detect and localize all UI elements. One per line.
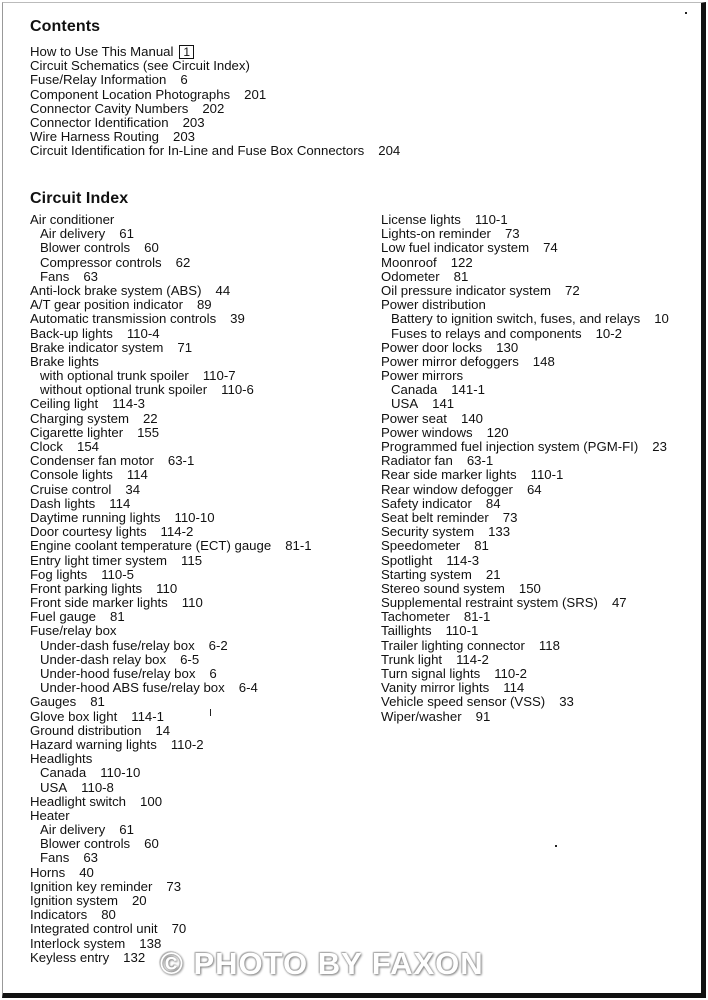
- entry-label: Cruise control: [30, 481, 112, 497]
- entry-label: Anti-lock brake system (ABS): [30, 282, 202, 298]
- entry-page-number: 73: [502, 509, 518, 525]
- index-entry: [381, 298, 669, 312]
- index-entry: [30, 880, 312, 894]
- index-entry: [30, 922, 312, 936]
- entry-page-number: 74: [543, 240, 558, 256]
- entry-page-number: 202: [202, 100, 225, 116]
- entry-label: Component Location Photographs: [30, 86, 231, 102]
- entry-page-number: 114-3: [112, 396, 145, 412]
- entry-page-number: 110-10: [174, 509, 215, 525]
- entry-page-number: 100: [140, 793, 163, 809]
- entry-page-number: 114-3: [446, 552, 480, 568]
- entry-page-number: 23: [652, 439, 667, 454]
- index-entry: [381, 213, 669, 227]
- index-entry: [30, 327, 312, 341]
- index-entry: [381, 695, 669, 709]
- contents-entry: [30, 116, 400, 130]
- index-entry: [30, 511, 312, 525]
- entry-page-number: 21: [485, 566, 501, 582]
- entry-label: Low fuel indicator system: [381, 240, 530, 256]
- entry-page-number: 6: [180, 72, 188, 88]
- entry-label: Ignition system: [30, 893, 118, 908]
- entry-page-number: 133: [488, 524, 511, 540]
- index-entry: [381, 312, 669, 326]
- index-entry: [30, 908, 312, 922]
- entry-page-number: 73: [504, 226, 520, 242]
- contents-entry: [30, 73, 400, 87]
- entry-page-number: 84: [485, 495, 501, 511]
- entry-page-number: 91: [475, 708, 491, 724]
- index-entry: [30, 554, 312, 568]
- entry-label: Keyless entry: [30, 949, 110, 965]
- index-entry: [30, 610, 312, 624]
- entry-label: Vehicle speed sensor (VSS): [381, 694, 546, 710]
- index-entry: [30, 483, 312, 497]
- entry-page-number: 155: [137, 424, 160, 440]
- entry-label: Power windows: [381, 424, 473, 440]
- entry-label: Power door locks: [381, 339, 483, 355]
- entry-page-number: 61: [119, 822, 134, 838]
- entry-page-number: 6-4: [238, 680, 258, 696]
- index-entry: [30, 256, 312, 270]
- entry-page-number: 6: [209, 666, 217, 681]
- entry-label: Circuit Identification for In-Line and Fuse Box Connectors: [30, 143, 365, 159]
- entry-label: Power mirror defoggers: [381, 353, 519, 369]
- entry-label: Charging system: [30, 410, 129, 426]
- contents-heading: Contents: [30, 18, 101, 35]
- entry-label: Rear window defogger: [381, 481, 513, 497]
- entry-label: Front parking lights: [30, 580, 143, 596]
- index-entry: [30, 383, 312, 397]
- entry-label: Air conditioner: [30, 212, 115, 227]
- entry-label: without optional trunk spoiler: [40, 382, 208, 398]
- entry-label: Vanity mirror lights: [381, 680, 490, 696]
- entry-page-number: 141-1: [451, 382, 485, 398]
- entry-label: Air delivery: [40, 226, 106, 242]
- entry-label: Ignition key reminder: [30, 878, 153, 894]
- index-entry: [381, 539, 669, 553]
- entry-page-number: 22: [142, 410, 158, 426]
- entry-label: Ceiling light: [30, 396, 99, 412]
- entry-page-number: 64: [526, 481, 542, 497]
- contents-entry: [30, 144, 400, 158]
- index-entry: [381, 327, 669, 341]
- entry-page-number: 110-10: [100, 765, 141, 781]
- contents-entry: [30, 59, 400, 73]
- index-entry: [30, 284, 312, 298]
- scan-speck: [555, 845, 557, 847]
- entry-label: Dash lights: [30, 495, 96, 511]
- index-entry: [381, 610, 669, 624]
- entry-label: Glove box light: [30, 708, 118, 724]
- entry-page-number: 33: [559, 694, 574, 710]
- index-entry: [381, 426, 669, 440]
- index-entry: [381, 412, 669, 426]
- entry-label: Rear side marker lights: [381, 467, 517, 483]
- entry-label: Connector Identification: [30, 114, 169, 130]
- index-entry: [381, 383, 669, 397]
- index-entry: [30, 227, 312, 241]
- entry-label: Battery to ignition switch, fuses, and relays: [391, 311, 641, 327]
- index-entry: [30, 525, 312, 539]
- index-entry: [30, 681, 312, 695]
- entry-page-number: 114-2: [160, 524, 194, 540]
- index-entry: [30, 468, 312, 482]
- entry-page-number: 150: [518, 580, 541, 596]
- index-entry: [381, 568, 669, 582]
- index-entry: [381, 525, 669, 539]
- entry-page-number: 110-2: [494, 666, 527, 681]
- entry-page-number: 71: [177, 339, 193, 355]
- index-entry: [381, 483, 669, 497]
- entry-label: Trailer lighting connector: [381, 637, 525, 653]
- entry-label: Interlock system: [30, 935, 126, 951]
- entry-label: Engine coolant temperature (ECT) gauge: [30, 538, 272, 554]
- index-entry: [30, 724, 312, 738]
- entry-page-number: 70: [171, 921, 187, 937]
- entry-page-number: 110-4: [126, 325, 160, 341]
- entry-page-number: 81-1: [285, 538, 312, 554]
- index-entry: [30, 795, 312, 809]
- entry-page-number: 40: [79, 864, 94, 880]
- entry-label: Blower controls: [40, 836, 131, 852]
- entry-page-number: 118: [538, 637, 560, 653]
- entry-page-number: 63: [83, 850, 98, 866]
- index-entry: [30, 397, 312, 411]
- entry-page-number: 110-5: [101, 566, 134, 582]
- entry-label: Door courtesy lights: [30, 524, 147, 540]
- entry-page-number: 110-7: [202, 368, 236, 384]
- index-entry: [30, 412, 312, 426]
- entry-page-number: 140: [460, 410, 483, 426]
- index-entry: [30, 639, 312, 653]
- entry-page-number: 47: [611, 595, 627, 611]
- index-entry: [381, 554, 669, 568]
- entry-label: Integrated control unit: [30, 921, 158, 937]
- entry-label: Entry light timer system: [30, 552, 168, 568]
- entry-label: Canada: [40, 765, 87, 781]
- entry-label: Gauges: [30, 694, 77, 710]
- entry-page-number: 89: [196, 297, 212, 313]
- entry-page-number: 6-2: [208, 637, 228, 653]
- entry-page-number: 81-1: [463, 609, 491, 625]
- entry-label: Radiator fan: [381, 453, 453, 469]
- index-entry: [381, 681, 669, 695]
- entry-page-number: 110-6: [221, 382, 254, 398]
- entry-label: Safety indicator: [381, 495, 472, 511]
- index-entry: [381, 284, 669, 298]
- entry-label: Horns: [30, 864, 66, 880]
- entry-label: Headlight switch: [30, 793, 127, 809]
- contents-list: [30, 45, 400, 159]
- entry-label: Fans: [40, 268, 70, 284]
- entry-page-number: 138: [139, 935, 162, 951]
- entry-label: Condenser fan motor: [30, 453, 154, 469]
- entry-page-number: 110-1: [445, 623, 479, 639]
- index-entry: [30, 440, 312, 454]
- entry-label: Trunk light: [381, 651, 443, 667]
- index-entry: [30, 539, 312, 553]
- entry-page-number: 122: [450, 254, 473, 270]
- entry-label: A/T gear position indicator: [30, 297, 183, 313]
- entry-label: Fans: [40, 850, 70, 866]
- entry-page-number: 72: [565, 282, 580, 298]
- entry-label: Brake indicator system: [30, 339, 164, 355]
- entry-page-number: 1: [179, 45, 194, 59]
- entry-label: Odometer: [381, 268, 440, 284]
- entry-page-number: 63-1: [167, 453, 195, 469]
- index-entry: [381, 653, 669, 667]
- entry-label: Fog lights: [30, 566, 88, 582]
- entry-label: Fuse/relay box: [30, 623, 117, 639]
- entry-label: Programmed fuel injection system (PGM-FI): [381, 439, 639, 454]
- entry-page-number: 81: [90, 694, 105, 710]
- entry-label: Air delivery: [40, 822, 106, 838]
- entry-label: Power seat: [381, 410, 447, 426]
- watermark: © PHOTO BY FAXON: [160, 946, 484, 981]
- index-entry: [30, 710, 312, 724]
- entry-page-number: 110-2: [170, 736, 204, 752]
- index-entry: [30, 752, 312, 766]
- entry-page-number: 141: [432, 396, 455, 412]
- entry-page-number: 81: [474, 538, 489, 554]
- entry-label: Seat belt reminder: [381, 509, 489, 525]
- index-entry: [381, 624, 669, 638]
- entry-label: USA: [391, 396, 419, 412]
- entry-page-number: 115: [181, 552, 203, 568]
- entry-page-number: 203: [182, 114, 205, 130]
- entry-label: Taillights: [381, 623, 432, 639]
- entry-label: Console lights: [30, 467, 113, 483]
- entry-page-number: 60: [144, 240, 159, 256]
- entry-page-number: 63: [83, 268, 98, 284]
- entry-label: License lights: [381, 212, 461, 227]
- index-entry: [30, 568, 312, 582]
- index-entry: [381, 227, 669, 241]
- entry-label: Security system: [381, 524, 475, 540]
- entry-page-number: 110: [181, 595, 203, 611]
- contents-entry: [30, 130, 400, 144]
- contents-entry: [30, 88, 400, 102]
- index-entry: [30, 866, 312, 880]
- entry-page-number: 114: [503, 680, 525, 696]
- entry-label: Automatic transmission controls: [30, 311, 217, 327]
- index-entry: [30, 213, 312, 227]
- entry-label: Daytime running lights: [30, 509, 161, 525]
- entry-label: Hazard warning lights: [30, 736, 157, 752]
- entry-label: Cigarette lighter: [30, 424, 124, 440]
- entry-label: Under-hood ABS fuse/relay box: [40, 680, 225, 696]
- index-entry: [381, 241, 669, 255]
- entry-label: Power distribution: [381, 297, 486, 313]
- index-entry: [30, 582, 312, 596]
- index-entry: [30, 369, 312, 383]
- index-entry: [30, 241, 312, 255]
- index-entry: [30, 596, 312, 610]
- index-entry: [381, 639, 669, 653]
- entry-page-number: 39: [230, 311, 245, 327]
- index-entry: [381, 256, 669, 270]
- index-entry: [381, 468, 669, 482]
- circuit-index-heading: Circuit Index: [30, 190, 129, 207]
- entry-label: Compressor controls: [40, 254, 162, 270]
- entry-label: Moonroof: [381, 254, 437, 270]
- index-entry: [30, 270, 312, 284]
- index-entry: [30, 781, 312, 795]
- entry-page-number: 62: [175, 254, 191, 270]
- entry-page-number: 114-1: [131, 708, 164, 724]
- index-entry: [30, 738, 312, 752]
- entry-page-number: 60: [144, 836, 159, 852]
- index-entry: [381, 341, 669, 355]
- entry-page-number: 80: [101, 907, 116, 923]
- entry-page-number: 81: [110, 609, 125, 625]
- entry-label: Back-up lights: [30, 325, 113, 341]
- entry-label: Wiper/washer: [381, 708, 462, 724]
- index-entry: [30, 355, 312, 369]
- entry-label: Under-dash fuse/relay box: [40, 637, 195, 653]
- entry-label: Blower controls: [40, 240, 131, 256]
- entry-page-number: 10-2: [595, 325, 622, 341]
- entry-page-number: 148: [532, 353, 555, 369]
- entry-label: How to Use This Manual: [30, 44, 174, 59]
- index-entry: [30, 426, 312, 440]
- index-entry: [381, 596, 669, 610]
- entry-label: Clock: [30, 439, 63, 454]
- entry-label: Heater: [30, 807, 70, 823]
- index-entry: [30, 454, 312, 468]
- index-entry: [30, 653, 312, 667]
- index-entry: [381, 369, 669, 383]
- entry-label: Spotlight: [381, 552, 433, 568]
- index-entry: [30, 298, 312, 312]
- index-entry: [30, 837, 312, 851]
- index-entry: [381, 397, 669, 411]
- entry-label: Stereo sound system: [381, 580, 505, 596]
- entry-page-number: 61: [119, 226, 134, 242]
- index-entry: [381, 710, 669, 724]
- index-entry: [381, 270, 669, 284]
- entry-page-number: 132: [123, 949, 146, 965]
- entry-page-number: 120: [486, 424, 509, 440]
- entry-label: Front side marker lights: [30, 595, 168, 611]
- index-entry: [30, 823, 312, 837]
- entry-page-number: 204: [378, 143, 401, 159]
- entry-label: Under-dash relay box: [40, 651, 167, 667]
- entry-page-number: 34: [125, 481, 141, 497]
- entry-label: Fuel gauge: [30, 609, 96, 625]
- entry-page-number: 154: [76, 439, 99, 454]
- entry-label: USA: [40, 779, 68, 795]
- entry-label: Circuit Schematics (see Circuit Index): [30, 58, 250, 74]
- scan-speck: [210, 709, 211, 716]
- entry-label: Supplemental restraint system (SRS): [381, 595, 598, 611]
- entry-label: Lights-on reminder: [381, 226, 491, 242]
- entry-label: Under-hood fuse/relay box: [40, 666, 196, 681]
- entry-label: Headlights: [30, 751, 93, 767]
- entry-page-number: 110-1: [530, 467, 564, 483]
- entry-page-number: 110-8: [81, 779, 114, 795]
- scan-speck: [685, 12, 687, 14]
- entry-page-number: 14: [155, 722, 171, 738]
- entry-label: Power mirrors: [381, 368, 464, 384]
- entry-page-number: 110-1: [474, 212, 508, 227]
- index-entry: [30, 809, 312, 823]
- entry-label: Starting system: [381, 566, 472, 582]
- index-entry: [381, 511, 669, 525]
- entry-label: Turn signal lights: [381, 666, 481, 681]
- entry-page-number: 114: [126, 467, 148, 483]
- entry-page-number: 130: [496, 339, 519, 355]
- index-entry: [381, 497, 669, 511]
- entry-label: Brake lights: [30, 353, 99, 369]
- entry-label: Ground distribution: [30, 722, 142, 738]
- entry-label: Speedometer: [381, 538, 461, 554]
- entry-label: Canada: [391, 382, 438, 398]
- index-entry: [381, 440, 669, 454]
- index-entry: [381, 582, 669, 596]
- index-entry: [30, 312, 312, 326]
- entry-page-number: 81: [453, 268, 469, 284]
- entry-page-number: 63-1: [466, 453, 494, 469]
- index-entry: [381, 667, 669, 681]
- entry-label: Fuses to relays and components: [391, 325, 582, 341]
- index-entry: [30, 497, 312, 511]
- entry-page-number: 10: [654, 311, 669, 327]
- index-entry: [30, 695, 312, 709]
- entry-label: Indicators: [30, 907, 88, 923]
- circuit-index-right-column: [381, 213, 669, 724]
- index-entry: [30, 851, 312, 865]
- index-entry: [30, 624, 312, 638]
- index-entry: [30, 766, 312, 780]
- entry-page-number: 73: [166, 878, 182, 894]
- entry-page-number: 20: [131, 893, 147, 908]
- index-entry: [30, 667, 312, 681]
- entry-page-number: 201: [244, 86, 267, 102]
- entry-label: with optional trunk spoiler: [40, 368, 189, 384]
- contents-entry: [30, 45, 400, 59]
- entry-page-number: 6-5: [180, 651, 200, 667]
- entry-page-number: 114-2: [456, 651, 489, 667]
- entry-label: Oil pressure indicator system: [381, 282, 552, 298]
- entry-label: Fuse/Relay Information: [30, 72, 167, 88]
- circuit-index-left-column: [30, 213, 312, 965]
- index-entry: [381, 355, 669, 369]
- entry-label: Wire Harness Routing: [30, 129, 159, 145]
- index-entry: [30, 894, 312, 908]
- index-entry: [381, 454, 669, 468]
- contents-entry: [30, 102, 400, 116]
- entry-page-number: 114: [109, 495, 131, 511]
- entry-page-number: 110: [156, 580, 178, 596]
- entry-page-number: 203: [173, 129, 196, 145]
- index-entry: [30, 341, 312, 355]
- entry-page-number: 44: [215, 282, 231, 298]
- entry-label: Tachometer: [381, 609, 450, 625]
- entry-label: Connector Cavity Numbers: [30, 100, 189, 116]
